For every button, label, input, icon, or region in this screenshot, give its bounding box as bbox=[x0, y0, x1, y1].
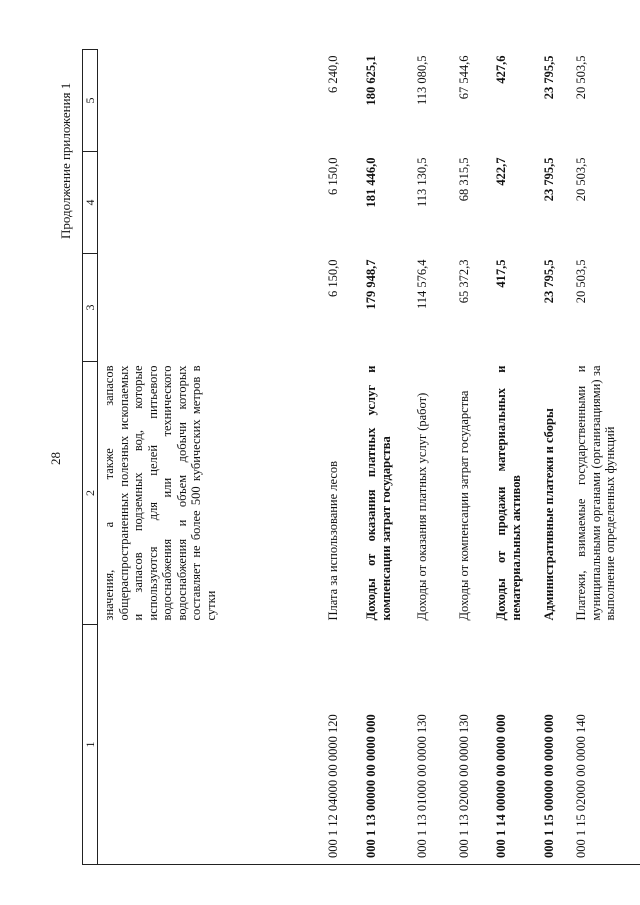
row-value-3: 6 240,0 bbox=[326, 55, 340, 93]
row-value-3 bbox=[98, 50, 323, 152]
column-number-row bbox=[83, 50, 98, 865]
row-value-1: 6 150,0 bbox=[326, 259, 340, 297]
row-value-1: 23 795,5 bbox=[542, 259, 556, 304]
row-value-1 bbox=[98, 254, 323, 362]
row-value-1: 65 372,3 bbox=[457, 259, 471, 304]
row-code: 000 1 12 04000 00 0000 120 bbox=[322, 625, 360, 865]
table-row bbox=[453, 50, 490, 865]
row-value-3: 23 795,5 bbox=[542, 55, 556, 100]
table-row bbox=[411, 50, 453, 865]
row-value-3: 180 625,1 bbox=[364, 55, 378, 106]
row-name: Доходы от продажи материальных и нематериальных активов bbox=[494, 365, 523, 621]
row-name: значения, а также запасов общераспространенных полезных ископаемых и запасов подземных вод, которые используются для целей питьевого водоснабжения или технического водоснабжения и объем добычи которых составляет не более 500 кубических метров в сутки bbox=[102, 365, 218, 621]
row-code: 000 1 13 01000 00 0000 130 bbox=[411, 625, 453, 865]
column-header: 5 bbox=[83, 50, 98, 152]
row-value-2: 6 150,0 bbox=[326, 157, 340, 195]
table-row bbox=[490, 50, 538, 865]
table-row bbox=[570, 50, 640, 865]
row-name: Платежи, взимаемые государственными и муниципальными органами (организациями) за выполнение определенных функций bbox=[574, 365, 617, 621]
row-value-1: 179 948,7 bbox=[364, 259, 378, 310]
column-header: 2 bbox=[83, 362, 98, 625]
row-value-1: 20 503,5 bbox=[574, 259, 588, 304]
row-code: 000 1 15 02000 00 0000 140 bbox=[570, 625, 640, 865]
row-value-2 bbox=[98, 152, 323, 254]
row-value-2: 181 446,0 bbox=[364, 157, 378, 208]
row-name: Доходы от оказания платных услуг (работ) bbox=[415, 392, 429, 621]
row-value-2: 23 795,5 bbox=[542, 157, 556, 202]
row-value-3: 427,6 bbox=[494, 55, 508, 84]
continuation-caption: Продолжение приложения 1 bbox=[58, 82, 73, 239]
row-code bbox=[98, 625, 323, 865]
row-name: Административные платежи и сборы bbox=[542, 408, 556, 621]
row-value-2: 20 503,5 bbox=[574, 157, 588, 202]
row-value-3: 113 080,5 bbox=[415, 55, 429, 106]
row-value-2: 113 130,5 bbox=[415, 157, 429, 208]
row-code: 000 1 15 00000 00 0000 000 bbox=[538, 625, 570, 865]
row-value-3: 20 503,5 bbox=[574, 55, 588, 100]
table-row bbox=[360, 50, 411, 865]
column-header: 3 bbox=[83, 254, 98, 362]
column-header: 4 bbox=[83, 152, 98, 254]
table-row bbox=[538, 50, 570, 865]
row-value-3: 67 544,6 bbox=[457, 55, 471, 100]
table-row bbox=[322, 50, 360, 865]
row-value-2: 422,7 bbox=[494, 157, 508, 186]
row-name: Доходы от компенсации затрат государства bbox=[457, 390, 471, 621]
row-value-2: 68 315,5 bbox=[457, 157, 471, 202]
row-name: Доходы от оказания платных услуг и компенсации затрат государства bbox=[364, 365, 393, 621]
row-value-1: 417,5 bbox=[494, 259, 508, 288]
row-code: 000 1 13 00000 00 0000 000 bbox=[360, 625, 411, 865]
revenue-table bbox=[82, 49, 640, 865]
row-value-1: 114 576,4 bbox=[415, 259, 429, 310]
row-code: 000 1 14 00000 00 0000 000 bbox=[490, 625, 538, 865]
table-row bbox=[98, 50, 323, 865]
page-number: 28 bbox=[48, 452, 63, 465]
column-header: 1 bbox=[83, 625, 98, 865]
row-code: 000 1 13 02000 00 0000 130 bbox=[453, 625, 490, 865]
row-name: Плата за использование лесов bbox=[326, 460, 340, 621]
